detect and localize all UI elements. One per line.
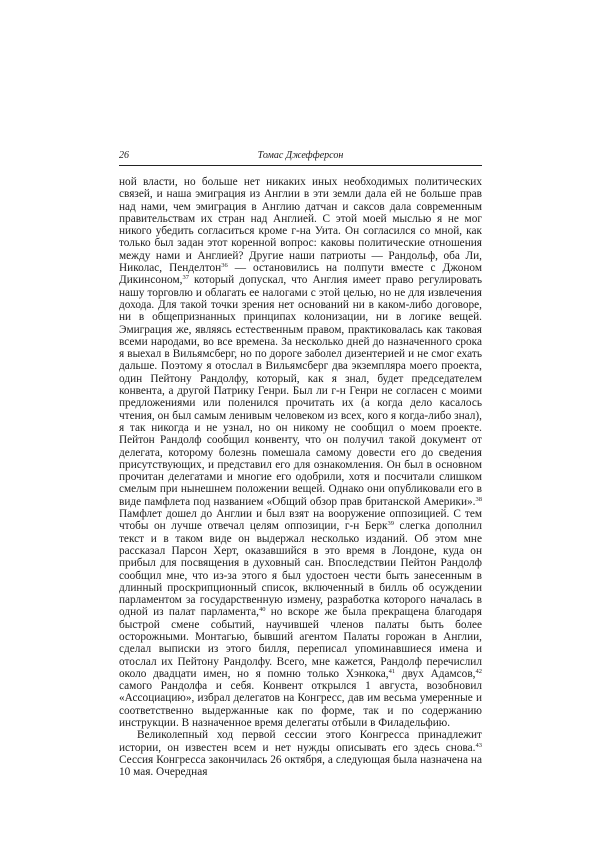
footnote-marker: 36 [221, 262, 228, 270]
footnote-marker: 38 [475, 495, 482, 503]
footnote-marker: 37 [182, 274, 189, 282]
text-run: Сессия Конгресса закончилась 26 октября, а следующая была назначена на 10 мая. Очередная [119, 753, 482, 779]
text-run: Великолепный ход первой сессии этого Конгресса принадлежит истории, он известен всем и нет нужды описывать его здесь снова. [119, 729, 482, 754]
footnote-marker: 42 [475, 667, 482, 675]
text-run: который допускал, что Англия имеет право регулировать нашу торговлю и облагать ее налогами с этой целью, но не для извлечения дохода. Для такой точки зрения нет оснований ни в каком-либо договоре, ни в общепризнанных принципах колонизации, ни в логике вещей. Эмиграция же, являясь естественным правом, практиковалась как таковая всеми народами, во все времена. За несколько дней до назначенного срока я выехал в Вильямсберг, но по дороге заболел дизентерией и не смог ехать дальше. Поэтому я отослал в Вильямсберг два экземпляра моего проекта, один Пейтону Рандолфу, который, как я знал, будет председателем конвента, а другой Патрику Генри. Был ли г-н Генри не согласен с моими предложениями или поленился прочитать их (а когда дело касалось чтения, он был самым ленивым человеком из всех, кого я когда-либо знал), я так никогда и не узнал, но он никому не сообщил о моем проекте. Пейтон Рандолф сообщил конвенту, что он получил такой документ от делегата, которому болезнь помешала самому довести его до сведения присутствующих, и представил его для ознакомления. Он был в основном прочитан делегатами и многие его одобрили, хотя и посчитали слишком смелым при нынешнем положении вещей. Однако они опубликовали его в виде памфлета под названием «Общий обзор прав британской Америки». [119, 274, 482, 508]
text-run: самого Рандолфа и себя. Конвент открылся 1 августа, возобновил «Ассоциацию», избрал делегатов на Конгресс, дав им весьма умеренные и соответственно выдержанные как по форме, так и по содержанию инструкции. В назначенное время делегаты отбыли в Филадельфию. [119, 680, 482, 730]
text-run: но вскоре же была прекращена благодаря быстрой смене событий, научившей членов палаты быть более осторожными. Монтагью, бывший агентом Палаты горожан в Англии, сделал выписки из этого билля, переписал упоминавшиеся имена и отослал их Пейтону Рандолфу. Всего, мне кажется, Рандолф перечислил около двадцати имен, но я помню только Хэнкока, [119, 606, 482, 680]
body-text [119, 176, 482, 779]
running-title: Томас Джефферсон [257, 150, 344, 161]
paragraph-2 [119, 729, 482, 778]
text-run: ной власти, но больше нет никаких иных необходимых политических связей, и наша эмиграция из Англии в эти земли дала ей не больше прав над нами, чем эмиграция в Англию датчан и саксов дала современным правительствам их стран над Англией. С этой моей мыслью я не мог никого убедить согласиться кроме г-на Уита. Он согласился со мной, как только был задан этот коренной вопрос: каковы политические отношения между нами и Англией? Другие наши патриоты — Рандольф, оба Ли, Николас, Пенделтон [119, 176, 482, 275]
page-number: 26 [119, 150, 129, 161]
text-run: слегка дополнил текст и в таком виде он выдержал несколько изданий. Об этом мне рассказал Парсон Херт, оказавшийся в это время в Лондоне, куда он прибыл для посвящения в духовный сан. Впоследствии Пейтон Рандолф сообщил мне, что из-за этого я был удостоен чести быть занесенным в длинный проскрипционный список, включенный в билль об осуждении парламентом за государственную измену, разработка которого началась в одной из палат парламента, [119, 520, 482, 619]
text-run: двух Адамсов, [395, 667, 476, 680]
paragraph-1 [119, 176, 482, 729]
footnote-marker: 39 [387, 520, 394, 528]
footnote-marker: 43 [475, 741, 482, 749]
text-run: Памфлет дошел до Англии и был взят на вооружение оппозицией. С тем чтобы он лучше отвечал целям оппозиции, г-н Берк [119, 508, 482, 533]
footnote-marker: 41 [388, 667, 396, 675]
footnote-marker: 40 [258, 606, 266, 614]
text-run: — остановились на полпути вместе с Джоном Дикинсоном, [119, 262, 483, 287]
header-rule [119, 165, 482, 166]
